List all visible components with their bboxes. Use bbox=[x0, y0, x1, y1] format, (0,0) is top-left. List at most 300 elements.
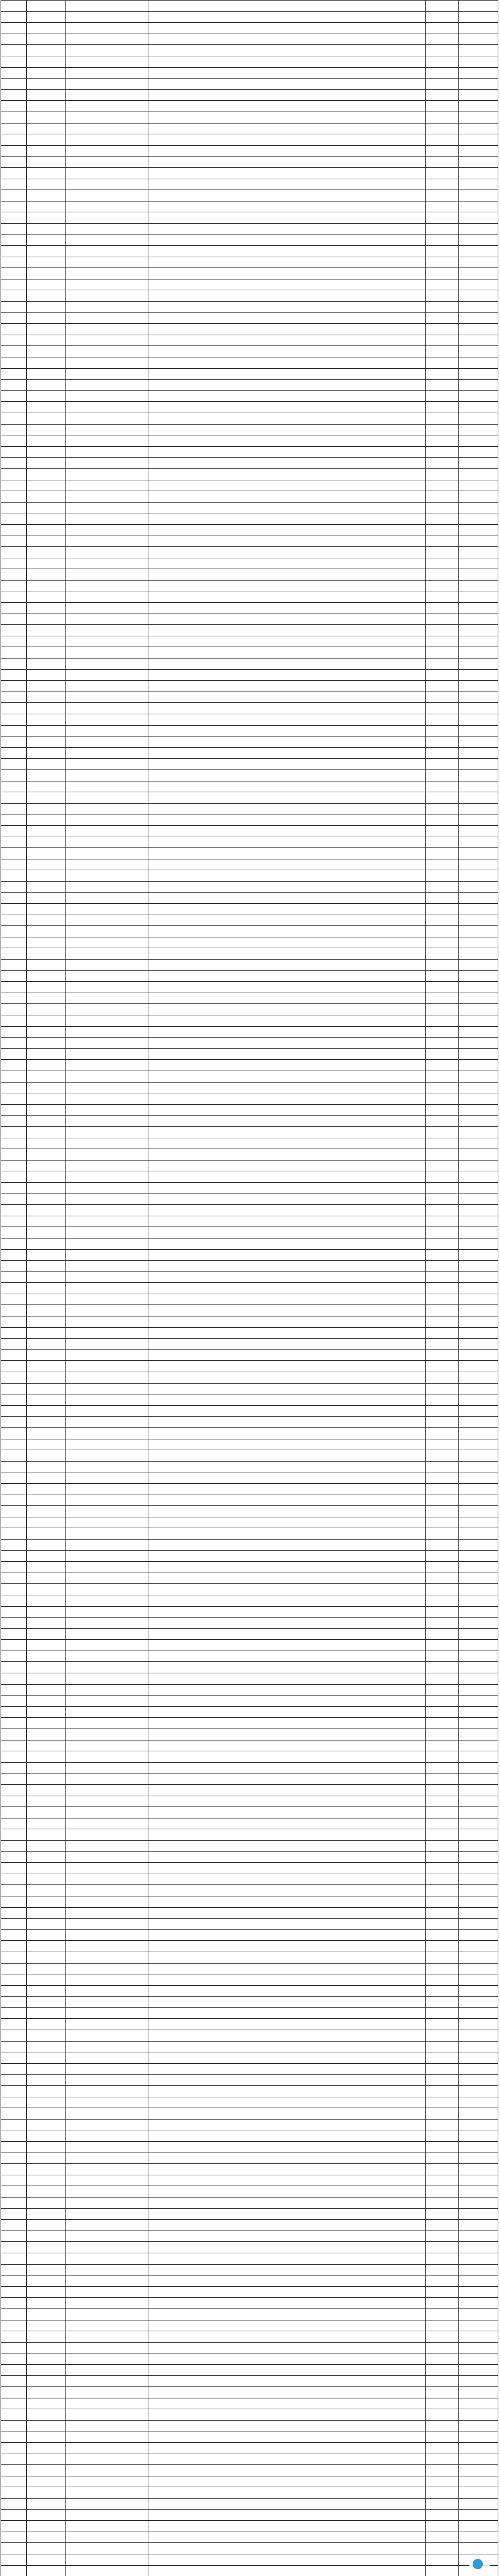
cell-name bbox=[26, 2242, 65, 2253]
table-row bbox=[1, 960, 498, 971]
table-row bbox=[1, 892, 498, 904]
cell-number bbox=[1, 2398, 27, 2409]
cell-blank bbox=[458, 1696, 498, 1707]
cell-license-class bbox=[426, 915, 458, 926]
cell-address bbox=[149, 681, 426, 692]
cell-blank bbox=[458, 468, 498, 480]
cell-name bbox=[26, 1628, 65, 1640]
cell-number bbox=[1, 636, 27, 647]
cell-address bbox=[149, 2197, 426, 2208]
cell-id-number bbox=[66, 870, 149, 882]
cell-number bbox=[1, 513, 27, 525]
table-row bbox=[1, 424, 498, 435]
cell-id-number bbox=[66, 1896, 149, 1907]
cell-license-class bbox=[426, 2509, 458, 2521]
cell-name bbox=[26, 725, 65, 736]
cell-license-class bbox=[426, 2041, 458, 2052]
cell-license-class bbox=[426, 2298, 458, 2309]
cell-address bbox=[149, 468, 426, 480]
cell-blank bbox=[458, 402, 498, 413]
cell-name bbox=[26, 2320, 65, 2331]
cell-license-class bbox=[426, 368, 458, 380]
cell-address bbox=[149, 11, 426, 23]
cell-address bbox=[149, 157, 426, 168]
table-row bbox=[1, 302, 498, 313]
cell-number bbox=[1, 2253, 27, 2264]
cell-id-number bbox=[66, 1238, 149, 1249]
cell-license-class bbox=[426, 1038, 458, 1049]
cell-address bbox=[149, 2097, 426, 2108]
table-row bbox=[1, 1762, 498, 1773]
table-row bbox=[1, 1227, 498, 1238]
cell-license-class bbox=[426, 1327, 458, 1339]
table-row bbox=[1, 1517, 498, 1528]
cell-name bbox=[26, 1506, 65, 1517]
cell-name bbox=[26, 892, 65, 904]
cell-address bbox=[149, 1194, 426, 1205]
cell-address bbox=[149, 2220, 426, 2231]
cell-blank bbox=[458, 1015, 498, 1027]
cell-id-number bbox=[66, 714, 149, 726]
cell-number bbox=[1, 2052, 27, 2064]
table-row bbox=[1, 2409, 498, 2421]
cell-number bbox=[1, 2041, 27, 2052]
cell-blank bbox=[458, 2398, 498, 2409]
cell-id-number bbox=[66, 1316, 149, 1328]
cell-license-class bbox=[426, 1048, 458, 1060]
cell-license-class bbox=[426, 1673, 458, 1685]
cell-id-number bbox=[66, 703, 149, 714]
cell-blank bbox=[458, 1082, 498, 1093]
table-row bbox=[1, 948, 498, 960]
cell-address bbox=[149, 2253, 426, 2264]
cell-license-class bbox=[426, 1740, 458, 1751]
table-row bbox=[1, 1048, 498, 1060]
cell-address bbox=[149, 558, 426, 569]
cell-name bbox=[26, 2275, 65, 2287]
cell-license-class bbox=[426, 1283, 458, 1294]
cell-number bbox=[1, 101, 27, 112]
cell-address bbox=[149, 335, 426, 346]
cell-name bbox=[26, 290, 65, 302]
cell-number bbox=[1, 1573, 27, 1584]
cell-license-class bbox=[426, 2554, 458, 2565]
table-row bbox=[1, 1495, 498, 1506]
cell-address bbox=[149, 2532, 426, 2543]
cell-id-number bbox=[66, 1428, 149, 1439]
cell-number bbox=[1, 1, 27, 12]
cell-number bbox=[1, 1450, 27, 1462]
cell-blank bbox=[458, 814, 498, 826]
cell-number bbox=[1, 257, 27, 268]
cell-license-class bbox=[426, 11, 458, 23]
cell-license-class bbox=[426, 56, 458, 67]
table-row bbox=[1, 792, 498, 804]
cell-address bbox=[149, 659, 426, 670]
table-row bbox=[1, 491, 498, 503]
cell-address bbox=[149, 1316, 426, 1328]
cell-name bbox=[26, 1762, 65, 1773]
cell-address bbox=[149, 1618, 426, 1629]
table-row bbox=[1, 2364, 498, 2376]
cell-name bbox=[26, 112, 65, 123]
cell-blank bbox=[458, 424, 498, 435]
cell-address bbox=[149, 2108, 426, 2120]
cell-license-class bbox=[426, 190, 458, 201]
cell-address bbox=[149, 1718, 426, 1729]
cell-address bbox=[149, 1762, 426, 1773]
table-row bbox=[1, 2041, 498, 2052]
cell-license-class bbox=[426, 1026, 458, 1038]
cell-blank bbox=[458, 2086, 498, 2097]
cell-license-class bbox=[426, 67, 458, 79]
table-row bbox=[1, 1405, 498, 1417]
cell-address bbox=[149, 513, 426, 525]
cell-license-class bbox=[426, 1985, 458, 1997]
cell-blank bbox=[458, 569, 498, 581]
cell-id-number bbox=[66, 769, 149, 781]
cell-name bbox=[26, 993, 65, 1004]
cell-id-number bbox=[66, 1372, 149, 1384]
cell-license-class bbox=[426, 1517, 458, 1528]
cell-address bbox=[149, 1160, 426, 1171]
cell-license-class bbox=[426, 848, 458, 859]
cell-blank bbox=[458, 915, 498, 926]
cell-blank bbox=[458, 993, 498, 1004]
table-row bbox=[1, 636, 498, 647]
cell-license-class bbox=[426, 2075, 458, 2086]
cell-id-number bbox=[66, 614, 149, 625]
cell-name bbox=[26, 2007, 65, 2019]
cell-license-class bbox=[426, 167, 458, 179]
cell-license-class bbox=[426, 1818, 458, 1829]
cell-blank bbox=[458, 1729, 498, 1740]
table-row bbox=[1, 558, 498, 569]
cell-license-class bbox=[426, 759, 458, 770]
cell-number bbox=[1, 547, 27, 558]
cell-license-class bbox=[426, 1974, 458, 1986]
cell-number bbox=[1, 1829, 27, 1841]
cell-name bbox=[26, 2353, 65, 2365]
cell-number bbox=[1, 2565, 27, 2576]
cell-address bbox=[149, 1640, 426, 1651]
cell-name bbox=[26, 1405, 65, 1417]
cell-blank bbox=[458, 2264, 498, 2275]
table-row bbox=[1, 1640, 498, 1651]
cell-license-class bbox=[426, 714, 458, 726]
cell-name bbox=[26, 837, 65, 848]
cell-number bbox=[1, 1963, 27, 1974]
cell-id-number bbox=[66, 1305, 149, 1316]
cell-number bbox=[1, 1271, 27, 1283]
cell-license-class bbox=[426, 1182, 458, 1194]
cell-license-class bbox=[426, 390, 458, 402]
cell-blank bbox=[458, 547, 498, 558]
cell-blank bbox=[458, 302, 498, 313]
cell-name bbox=[26, 2231, 65, 2242]
cell-address bbox=[149, 402, 426, 413]
cell-number bbox=[1, 2476, 27, 2487]
cell-address bbox=[149, 2063, 426, 2075]
table-row bbox=[1, 1349, 498, 1361]
cell-blank bbox=[458, 1060, 498, 1071]
cell-blank bbox=[458, 1673, 498, 1685]
cell-blank bbox=[458, 1394, 498, 1406]
table-row bbox=[1, 2208, 498, 2220]
cell-number bbox=[1, 1584, 27, 1595]
cell-address bbox=[149, 1171, 426, 1183]
cell-blank bbox=[458, 2499, 498, 2510]
cell-number bbox=[1, 1506, 27, 1517]
table-row bbox=[1, 2499, 498, 2510]
cell-id-number bbox=[66, 2387, 149, 2398]
cell-address bbox=[149, 2431, 426, 2443]
cell-id-number bbox=[66, 2275, 149, 2287]
cell-id-number bbox=[66, 659, 149, 670]
cell-id-number bbox=[66, 1539, 149, 1550]
cell-name bbox=[26, 468, 65, 480]
cell-license-class bbox=[426, 792, 458, 804]
cell-blank bbox=[458, 1227, 498, 1238]
cell-blank bbox=[458, 1562, 498, 1573]
cell-license-class bbox=[426, 112, 458, 123]
cell-name bbox=[26, 1383, 65, 1394]
cell-number bbox=[1, 2119, 27, 2130]
cell-license-class bbox=[426, 257, 458, 268]
cell-license-class bbox=[426, 1506, 458, 1517]
cell-id-number bbox=[66, 123, 149, 134]
cell-address bbox=[149, 2175, 426, 2186]
cell-name bbox=[26, 2186, 65, 2198]
cell-license-class bbox=[426, 2543, 458, 2554]
cell-id-number bbox=[66, 2186, 149, 2198]
cell-address bbox=[149, 1562, 426, 1573]
cell-id-number bbox=[66, 45, 149, 56]
cell-number bbox=[1, 1194, 27, 1205]
cell-address bbox=[149, 2364, 426, 2376]
cell-license-class bbox=[426, 736, 458, 748]
cell-address bbox=[149, 1439, 426, 1450]
cell-blank bbox=[458, 56, 498, 67]
cell-name bbox=[26, 56, 65, 67]
cell-name bbox=[26, 647, 65, 659]
cell-number bbox=[1, 1171, 27, 1183]
cell-id-number bbox=[66, 2286, 149, 2298]
cell-name bbox=[26, 970, 65, 982]
cell-address bbox=[149, 223, 426, 234]
cell-number bbox=[1, 2086, 27, 2097]
cell-id-number bbox=[66, 569, 149, 581]
table-row bbox=[1, 1874, 498, 1885]
cell-id-number bbox=[66, 79, 149, 90]
cell-license-class bbox=[426, 2130, 458, 2142]
cell-address bbox=[149, 993, 426, 1004]
cell-blank bbox=[458, 312, 498, 324]
cell-id-number bbox=[66, 1383, 149, 1394]
cell-address bbox=[149, 1751, 426, 1763]
cell-address bbox=[149, 1863, 426, 1874]
cell-number bbox=[1, 1907, 27, 1919]
cell-id-number bbox=[66, 1974, 149, 1986]
cell-number bbox=[1, 759, 27, 770]
cell-name bbox=[26, 2465, 65, 2476]
cell-id-number bbox=[66, 1751, 149, 1763]
cell-license-class bbox=[426, 837, 458, 848]
cell-license-class bbox=[426, 302, 458, 313]
table-row bbox=[1, 1929, 498, 1941]
cell-address bbox=[149, 2308, 426, 2320]
cell-address bbox=[149, 1182, 426, 1194]
cell-blank bbox=[458, 1216, 498, 1227]
cell-number bbox=[1, 1104, 27, 1116]
table-row bbox=[1, 1896, 498, 1907]
cell-name bbox=[26, 413, 65, 424]
cell-license-class bbox=[426, 1394, 458, 1406]
cell-blank bbox=[458, 2342, 498, 2353]
table-row bbox=[1, 2153, 498, 2164]
cell-license-class bbox=[426, 904, 458, 915]
cell-blank bbox=[458, 1863, 498, 1874]
cell-blank bbox=[458, 2007, 498, 2019]
cell-name bbox=[26, 324, 65, 335]
cell-id-number bbox=[66, 1349, 149, 1361]
cell-number bbox=[1, 1383, 27, 1394]
cell-name bbox=[26, 11, 65, 23]
cell-address bbox=[149, 424, 426, 435]
cell-blank bbox=[458, 1919, 498, 1930]
table-row bbox=[1, 1829, 498, 1841]
cell-address bbox=[149, 2208, 426, 2220]
cell-license-class bbox=[426, 1606, 458, 1618]
cell-name bbox=[26, 915, 65, 926]
cell-license-class bbox=[426, 647, 458, 659]
table-row bbox=[1, 2342, 498, 2353]
cell-blank bbox=[458, 1718, 498, 1729]
cell-blank bbox=[458, 904, 498, 915]
cell-id-number bbox=[66, 2164, 149, 2175]
cell-id-number bbox=[66, 290, 149, 302]
cell-id-number bbox=[66, 2108, 149, 2120]
cell-license-class bbox=[426, 2320, 458, 2331]
table-row bbox=[1, 1305, 498, 1316]
cell-license-class bbox=[426, 1015, 458, 1027]
cell-license-class bbox=[426, 2431, 458, 2443]
cell-id-number bbox=[66, 1361, 149, 1372]
cell-address bbox=[149, 1997, 426, 2008]
cell-blank bbox=[458, 1550, 498, 1562]
cell-license-class bbox=[426, 424, 458, 435]
cell-blank bbox=[458, 859, 498, 870]
cell-number bbox=[1, 1528, 27, 1540]
cell-id-number bbox=[66, 881, 149, 892]
cell-blank bbox=[458, 1138, 498, 1149]
cell-id-number bbox=[66, 1696, 149, 1707]
cell-license-class bbox=[426, 23, 458, 34]
cell-address bbox=[149, 346, 426, 357]
cell-address bbox=[149, 1361, 426, 1372]
cell-address bbox=[149, 1104, 426, 1116]
table-row bbox=[1, 413, 498, 424]
cell-number bbox=[1, 1550, 27, 1562]
cell-number bbox=[1, 1706, 27, 1718]
cell-blank bbox=[458, 558, 498, 569]
table-row bbox=[1, 2007, 498, 2019]
cell-address bbox=[149, 625, 426, 636]
cell-id-number bbox=[66, 781, 149, 792]
table-row bbox=[1, 1439, 498, 1450]
cell-id-number bbox=[66, 1818, 149, 1829]
cell-name bbox=[26, 212, 65, 224]
table-row bbox=[1, 1194, 498, 1205]
cell-license-class bbox=[426, 2342, 458, 2353]
cell-id-number bbox=[66, 1327, 149, 1339]
cell-blank bbox=[458, 1116, 498, 1127]
cell-name bbox=[26, 2443, 65, 2454]
table-row bbox=[1, 246, 498, 257]
cell-number bbox=[1, 1461, 27, 1472]
cell-address bbox=[149, 1349, 426, 1361]
cell-name bbox=[26, 1662, 65, 1673]
cell-number bbox=[1, 1919, 27, 1930]
cell-number bbox=[1, 960, 27, 971]
cell-address bbox=[149, 2554, 426, 2565]
cell-address bbox=[149, 1048, 426, 1060]
cell-license-class bbox=[426, 1729, 458, 1740]
cell-name bbox=[26, 157, 65, 168]
cell-blank bbox=[458, 2108, 498, 2120]
cell-name bbox=[26, 2175, 65, 2186]
cell-address bbox=[149, 1126, 426, 1138]
cell-license-class bbox=[426, 1929, 458, 1941]
cell-license-class bbox=[426, 948, 458, 960]
cell-id-number bbox=[66, 1762, 149, 1773]
cell-id-number bbox=[66, 2543, 149, 2554]
cell-blank bbox=[458, 2431, 498, 2443]
table-row bbox=[1, 881, 498, 892]
cell-blank bbox=[458, 1339, 498, 1350]
cell-blank bbox=[458, 725, 498, 736]
cell-license-class bbox=[426, 926, 458, 937]
cell-name bbox=[26, 1026, 65, 1038]
cell-number bbox=[1, 2532, 27, 2543]
cell-name bbox=[26, 380, 65, 391]
table-row bbox=[1, 468, 498, 480]
cell-number bbox=[1, 302, 27, 313]
cell-id-number bbox=[66, 2063, 149, 2075]
cell-number bbox=[1, 223, 27, 234]
cell-name bbox=[26, 1227, 65, 1238]
cell-address bbox=[149, 1305, 426, 1316]
cell-blank bbox=[458, 2465, 498, 2476]
cell-license-class bbox=[426, 591, 458, 603]
roster-body bbox=[1, 1, 498, 2576]
cell-license-class bbox=[426, 145, 458, 157]
table-row bbox=[1, 1, 498, 12]
cell-number bbox=[1, 1851, 27, 1863]
cell-number bbox=[1, 2465, 27, 2476]
cell-name bbox=[26, 346, 65, 357]
cell-id-number bbox=[66, 692, 149, 703]
cell-id-number bbox=[66, 1216, 149, 1227]
table-row bbox=[1, 937, 498, 948]
cell-license-class bbox=[426, 1718, 458, 1729]
table-row bbox=[1, 603, 498, 614]
cell-name bbox=[26, 1417, 65, 1428]
cell-blank bbox=[458, 1093, 498, 1105]
cell-license-class bbox=[426, 1562, 458, 1573]
cell-license-class bbox=[426, 1696, 458, 1707]
cell-id-number bbox=[66, 1271, 149, 1283]
